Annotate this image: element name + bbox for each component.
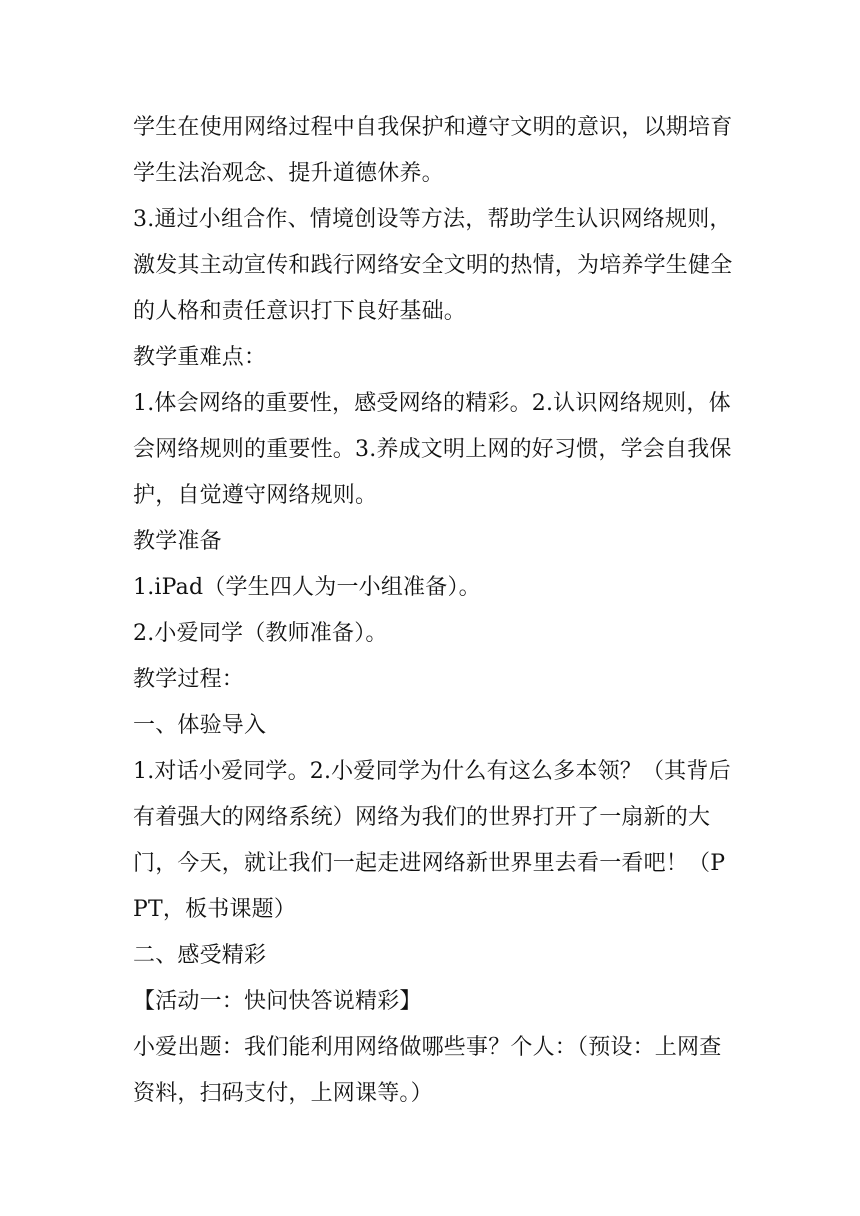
heading-section-2: 二、感受精彩	[133, 943, 267, 968]
heading-teaching-preparation: 教学准备	[133, 529, 222, 554]
paragraph-objective-3: 3.通过小组合作、情境创设等方法，帮助学生认识网络规则，激发其主动宣传和践行网络安全文明的热情，为培养学生健全的人格和责任意识打下良好基础。	[133, 207, 733, 324]
heading-activity-1: 【活动一：快问快答说精彩】	[133, 989, 422, 1014]
heading-key-difficult-points: 教学重难点：	[133, 345, 267, 370]
paragraph-activity-1-content: 小爱出题：我们能利用网络做哪些事？个人：（预设：上网查资料，扫码支付，上网课等。）	[133, 1035, 722, 1106]
document-page	[133, 105, 733, 1117]
heading-teaching-process: 教学过程：	[133, 667, 245, 692]
paragraph-preparation-1: 1.iPad（学生四人为一小组准备）。	[133, 575, 481, 600]
paragraph-key-points: 1.体会网络的重要性，感受网络的精彩。2.认识网络规则，体会网络规则的重要性。3.养成文明上网的好习惯，学会自我保护，自觉遵守网络规则。	[133, 391, 732, 508]
paragraph-section-1-content: 1.对话小爱同学。2.小爱同学为什么有这么多本领？（其背后有着强大的网络系统）网络为我们的世界打开了一扇新的大门，今天，就让我们一起走进网络新世界里去看一看吧！（PPT，板书课题）	[133, 759, 731, 922]
paragraph-objective-continued: 学生在使用网络过程中自我保护和遵守文明的意识，以期培育学生法治观念、提升道德休养。	[133, 115, 733, 186]
paragraph-preparation-2: 2.小爱同学（教师准备）。	[133, 621, 388, 646]
heading-section-1: 一、体验导入	[133, 713, 267, 738]
